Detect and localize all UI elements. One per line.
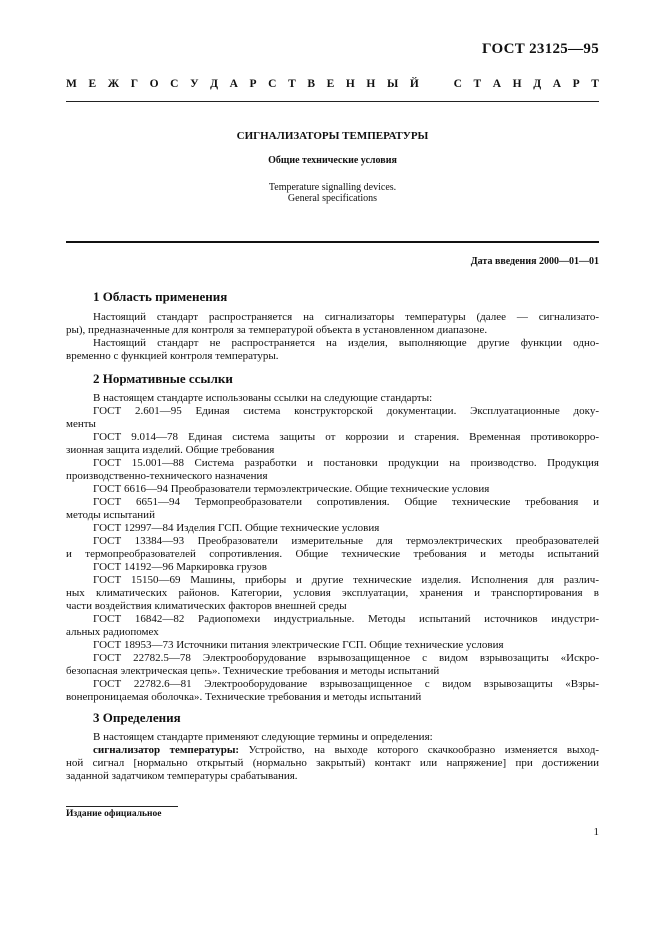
english-title-line-2: General specifications	[287, 193, 378, 204]
reference-line: ГОСТ 16842—82 Радиопомехи индустриальные. Методы испытаний источников индустри-	[93, 613, 599, 625]
section-1-line: Настоящий стандарт не распространяется на изделия, выполняющие другие функции одно-	[93, 337, 599, 349]
reference-line: ГОСТ 9.014—78 Единая система защиты от коррозии и старения. Временная противокорро-	[93, 431, 599, 443]
english-title-line-1: Temperature signalling devices.	[268, 182, 397, 193]
banner-letter: Р	[249, 78, 257, 90]
reference-line: ГОСТ 14192—96 Маркировка грузов	[93, 561, 267, 573]
reference-line: ГОСТ 15.001—88 Система разработки и постановки продукции на производство. Продукция	[93, 457, 599, 469]
reference-line: В настоящем стандарте использованы ссылки на следующие стандарты:	[93, 392, 433, 404]
reference-line: ГОСТ 18953—73 Источники питания электрические ГСП. Общие технические условия	[93, 639, 504, 651]
reference-line: ГОСТ 2.601—95 Единая система конструкторской документации. Эксплуатационные доку-	[93, 405, 599, 417]
banner-letter: Т	[288, 78, 296, 90]
banner-letter: В	[307, 78, 315, 90]
banner-letter: С	[268, 78, 277, 90]
reference-line: ГОСТ 6651—94 Термопреобразователи сопротивления. Общие технические требования и	[93, 496, 599, 508]
section-3-heading: 3 Определения	[93, 710, 181, 725]
banner-letter: Ы	[386, 78, 399, 90]
banner-letter: А	[492, 78, 502, 90]
reference-line: ГОСТ 22782.5—78 Электрооборудование взрывозащищенное с видом взрывозащиты «Искро-	[93, 652, 599, 664]
official-edition-note: Издание официальное	[66, 809, 162, 819]
reference-line: ГОСТ 22782.6—81 Электрооборудование взрывозащищенное с видом взрывозащиты «Взры-	[93, 678, 599, 690]
banner-letter: Н	[512, 78, 522, 90]
section-1-line: временно с функцией контроля температуры.	[66, 350, 279, 362]
banner-letter: Т	[591, 78, 599, 90]
top-divider	[66, 101, 599, 102]
section-1-line: ры), предназначенные для контроля за температурой объекта в установленном диапазоне.	[66, 324, 488, 336]
banner-letter: С	[170, 78, 179, 90]
banner-letter: С	[453, 78, 462, 90]
banner-letter: У	[190, 78, 199, 90]
banner-letter: Ж	[107, 78, 120, 90]
gost-number: ГОСТ 23125—95	[481, 41, 599, 57]
banner-letter: Р	[572, 78, 580, 90]
banner-letter: Д	[210, 78, 219, 90]
definition-line: ной сигнал [нормально открытый (нормально закрытый) контакт или напряжение] при достижении	[66, 757, 599, 769]
banner-letter: М	[66, 78, 77, 90]
footer-divider	[66, 806, 178, 807]
reference-line: ГОСТ 12997—84 Изделия ГСП. Общие технические условия	[93, 522, 380, 534]
reference-line: безопасная электрическая цепь». Технические требования и методы испытаний	[66, 665, 440, 677]
reference-line: методы испытаний	[66, 509, 155, 521]
introduction-date: Дата введения 2000—01—01	[470, 256, 599, 267]
reference-line: производственно-технического назначения	[66, 470, 268, 482]
reference-line: ных климатических районов. Категории, условия эксплуатации, хранения и транспортирования в	[66, 587, 599, 599]
reference-line: ГОСТ 15150—69 Машины, приборы и другие технические изделия. Исполнения для различ-	[93, 574, 599, 586]
section-3-intro: В настоящем стандарте применяют следующие термины и определения:	[93, 731, 433, 743]
reference-line: части воздействия климатических факторов внешней среды	[66, 600, 347, 612]
definition-line	[93, 744, 599, 757]
reference-line: зионная защита изделий. Общие требования	[66, 444, 275, 456]
reference-line: вонепроницаемая оболочка». Технические требования и методы испытаний	[66, 691, 422, 703]
reference-line: менты	[66, 418, 96, 430]
banner-letter: Е	[88, 78, 97, 90]
definition-line: заданной задатчиком температуры срабатывания.	[66, 770, 298, 782]
reference-line: альных радиопомех	[66, 626, 159, 638]
banner-letter: О	[149, 78, 159, 90]
section-2-heading: 2 Нормативные ссылки	[93, 371, 233, 386]
banner-letter: Г	[130, 78, 139, 90]
reference-line: и термопреобразователей сопротивления. Общие технические требования и методы испытаний	[66, 548, 599, 560]
banner-letter: А	[552, 78, 562, 90]
document-title: СИГНАЛИЗАТОРЫ ТЕМПЕРАТУРЫ	[236, 130, 429, 142]
banner-letter: Е	[326, 78, 335, 90]
document-subtitle: Общие технические условия	[268, 155, 397, 166]
banner-letter: Н	[345, 78, 355, 90]
section-1-heading: 1 Область применения	[93, 289, 228, 304]
banner-letter: Т	[473, 78, 482, 90]
title-divider	[66, 241, 599, 243]
banner-letter: Й	[409, 78, 419, 90]
banner-letter: Н	[366, 78, 376, 90]
mezhgosudarstvenny-standard-banner	[66, 78, 599, 90]
banner-letter: Д	[533, 78, 542, 90]
reference-line: ГОСТ 13384—93 Преобразователи измерительные для термоэлектрических преобразователей	[93, 535, 599, 547]
banner-letter: А	[229, 78, 238, 90]
defined-term: сигнализатор температуры:	[93, 744, 240, 756]
reference-line: ГОСТ 6616—94 Преобразователи термоэлектрические. Общие технические условия	[93, 483, 490, 495]
page-number: 1	[593, 826, 599, 838]
definition-text: Устройство, на выходе которого скачкообразно изменяется выход-	[239, 744, 599, 756]
section-1-line: Настоящий стандарт распространяется на сигнализаторы температуры (далее — сигнализато-	[93, 311, 599, 323]
